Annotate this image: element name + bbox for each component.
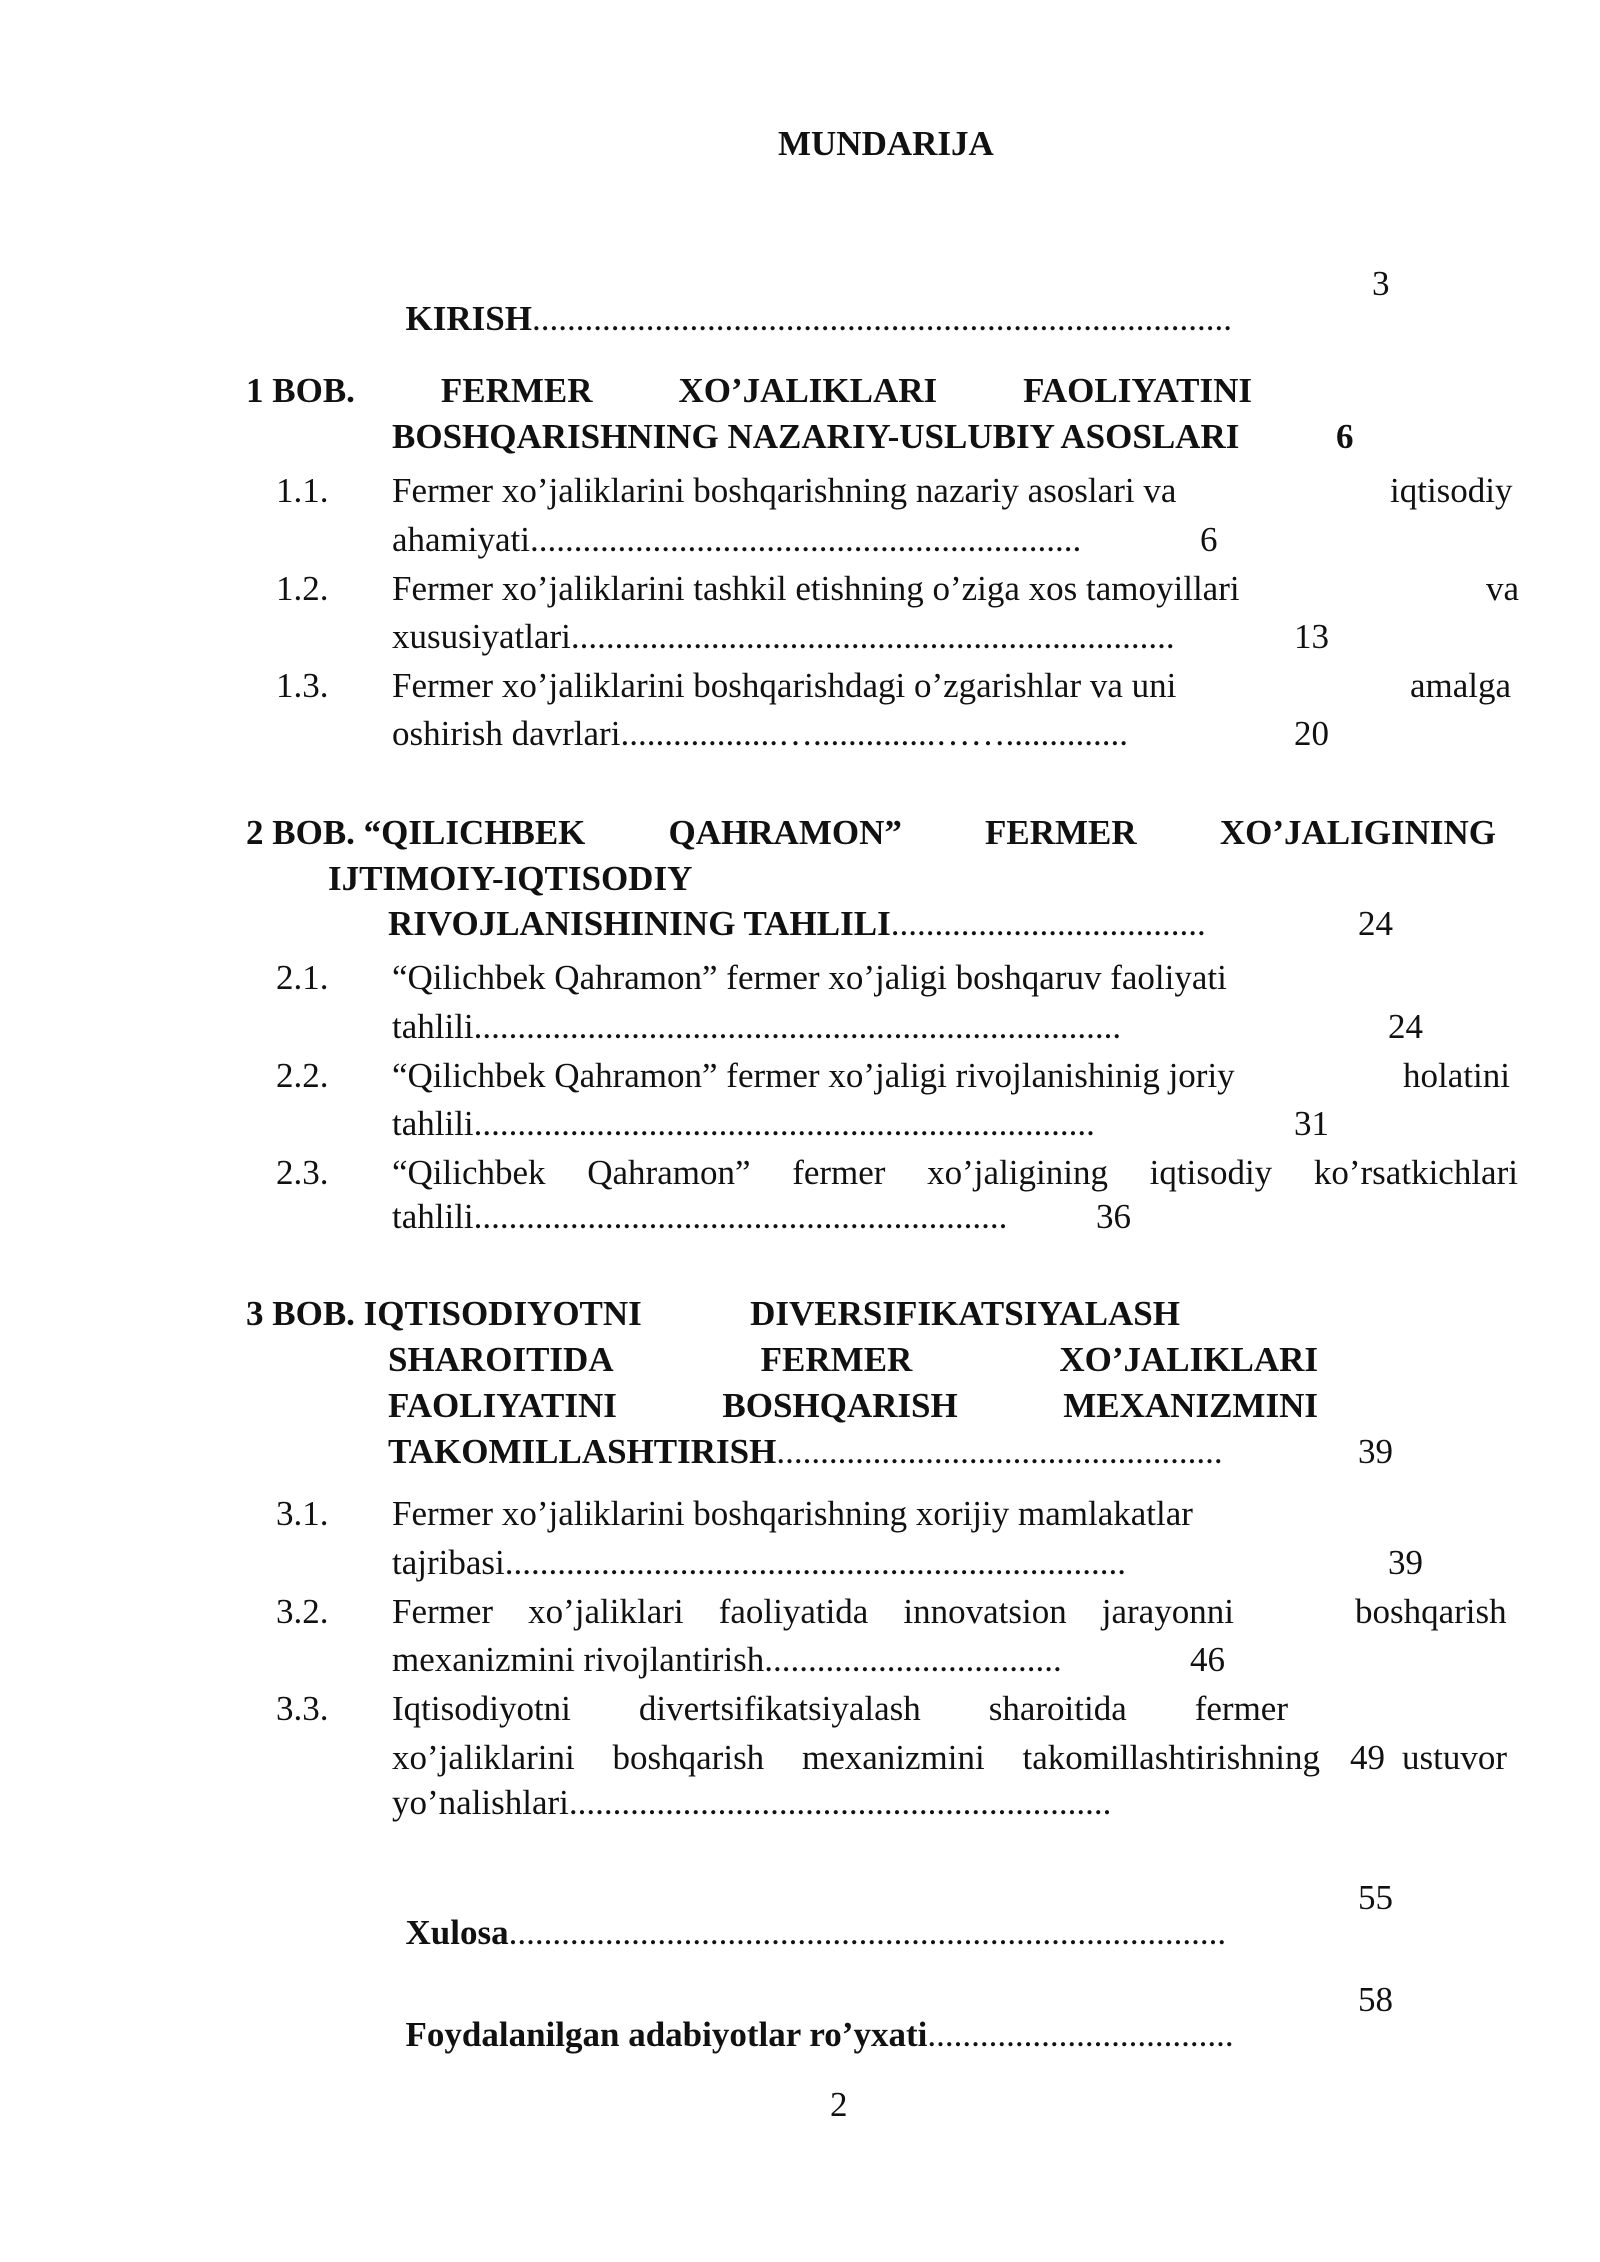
heading-word: SHAROITIDA	[388, 1340, 614, 1379]
chapter-1-heading[interactable]	[246, 373, 1252, 408]
section-number: 2.1.	[276, 958, 329, 997]
heading-word: XO’JALIKLARI	[678, 371, 938, 410]
section-number: 1.3.	[276, 666, 329, 705]
heading-word: XO’JALIKLARI	[1059, 1340, 1318, 1379]
toc-entry-word: sharoitida	[988, 1689, 1127, 1728]
toc-entry-text: tahlili	[392, 1007, 474, 1046]
toc-leader-dots: .......................................................................	[473, 1104, 1095, 1143]
toc-page-number: 31	[1294, 1104, 1329, 1143]
toc-entry-word: jarayonni	[1101, 1592, 1234, 1631]
toc-entry-2-2[interactable]: “Qilichbek Qahramon” fermer xo’jaligi rivojlanishinig joriy	[392, 1056, 1235, 1095]
toc-leader-dots: .......................................................................	[504, 1543, 1126, 1582]
toc-page-number: 6	[1336, 417, 1354, 456]
chapter-3-heading-cont	[388, 1388, 1318, 1423]
chapter-3-heading-cont	[388, 1434, 1223, 1469]
toc-leader-dots: ...................................................	[776, 1432, 1223, 1471]
toc-entry-text: tajribasi	[392, 1543, 505, 1582]
toc-entry-text	[392, 1642, 1062, 1677]
toc-entry-xulosa[interactable]	[388, 1880, 1226, 1950]
toc-entry-word: xo’jaliklari	[528, 1592, 684, 1631]
toc-entry-word: Qahramon”	[587, 1153, 751, 1192]
toc-entry-text: xususiyatlari	[392, 617, 571, 656]
section-number: 2.3.	[276, 1153, 329, 1192]
heading-word: 2 BOB. “QILICHBEK	[246, 813, 586, 852]
heading-text: RIVOJLANISHINING TAHLILI	[388, 904, 891, 943]
toc-entry-text: yo’nalishlari	[392, 1783, 569, 1822]
toc-entry-3-3[interactable]	[392, 1691, 1288, 1726]
section-number: 1.2.	[276, 569, 329, 608]
heading-word: FAOLIYATINI	[1023, 371, 1252, 410]
toc-entry-text: tahlili	[392, 1104, 474, 1143]
heading-word: 3 BOB. IQTISODIYOTNI	[246, 1294, 642, 1333]
toc-leader-dots: ....................................	[890, 904, 1206, 943]
heading-word: DIVERSIFIKATSIYALASH	[750, 1294, 1180, 1333]
toc-entry-1-1[interactable]: Fermer xo’jaliklarini boshqarishning nazariy asoslari va	[392, 471, 1177, 510]
toc-entry-word: takomillashtirishning	[1022, 1738, 1320, 1777]
toc-entry-text: va	[1486, 569, 1520, 608]
toc-page-number: 24	[1388, 1007, 1423, 1046]
toc-leader-dots: .............................................................	[473, 1197, 1008, 1236]
toc-entry-word: iqtisodiy	[1149, 1153, 1273, 1192]
heading-word: FAOLIYATINI	[388, 1386, 617, 1425]
toc-leader-dots: ...............................................................	[530, 520, 1082, 559]
section-number: 1.1.	[276, 471, 329, 510]
heading-text: TAKOMILLASHTIRISH	[388, 1432, 777, 1471]
heading-word: FERMER	[760, 1340, 913, 1379]
toc-leader-dots: ..................................................................................	[508, 1913, 1227, 1952]
toc-page-number: 36	[1096, 1197, 1131, 1236]
chapter-2-heading-cont: IJTIMOIY-IQTISODIY	[328, 859, 693, 898]
toc-entry-text: holatini	[1403, 1056, 1510, 1095]
toc-entry-word: divertsifikatsiyalash	[638, 1689, 921, 1728]
chapter-1-heading-cont: BOSHQARISHNING NAZARIY-USLUBIY ASOSLARI	[392, 417, 1240, 456]
toc-entry-3-1[interactable]: Fermer xo’jaliklarini boshqarishning xorijiy mamlakatlar	[392, 1494, 1193, 1533]
toc-entry-text	[392, 619, 1175, 654]
toc-entry-1-3[interactable]: Fermer xo’jaliklarini boshqarishdagi o’zgarishlar va uni	[392, 666, 1177, 705]
toc-entry-word: Iqtisodiyotni	[392, 1689, 571, 1728]
toc-page-number: 55	[1358, 1878, 1393, 1917]
toc-entry-word: ko’rsatkichlari	[1313, 1153, 1518, 1192]
toc-page-number: 20	[1294, 714, 1329, 753]
chapter-2-heading-cont	[388, 906, 1206, 941]
chapter-3-heading[interactable]	[246, 1296, 1180, 1331]
toc-entry-text	[392, 1785, 1111, 1820]
toc-entry-text	[392, 1106, 1095, 1141]
toc-leader-dots: ................................................................................	[531, 299, 1232, 338]
heading-word: XO’JALIGINING	[1219, 813, 1496, 852]
toc-page-number: 24	[1358, 904, 1393, 943]
toc-entry-text: iqtisodiy	[1390, 471, 1513, 510]
toc-page-number: 3	[1372, 264, 1390, 303]
page-number: 2	[830, 2085, 848, 2124]
toc-entry-kirish[interactable]	[388, 266, 1232, 336]
toc-entry-text	[392, 522, 1081, 557]
toc-leader-dots: ..................................	[764, 1640, 1062, 1679]
toc-entry-references[interactable]	[388, 1982, 1234, 2052]
heading-word: FERMER	[985, 813, 1137, 852]
toc-entry-text	[392, 1740, 1320, 1775]
toc-leader-dots: ..............................................................	[568, 1783, 1112, 1822]
toc-entry-text	[392, 1545, 1126, 1580]
toc-entry-word: fermer	[1194, 1689, 1288, 1728]
toc-entry-word: boshqarish	[612, 1738, 765, 1777]
toc-page-number: 49	[1350, 1738, 1385, 1777]
toc-entry-word: “Qilichbek	[392, 1153, 546, 1192]
toc-entry-3-2[interactable]	[392, 1594, 1234, 1629]
toc-page-number: 39	[1358, 1432, 1393, 1471]
toc-entry-text: oshirish davrlari	[392, 714, 621, 753]
toc-leader-dots: .....................................................................	[570, 617, 1175, 656]
toc-page-number: 13	[1294, 617, 1329, 656]
toc-entry-label: Xulosa	[405, 1913, 509, 1952]
chapter-2-heading[interactable]	[246, 815, 1496, 850]
toc-entry-word: Fermer	[392, 1592, 494, 1631]
toc-entry-word: innovatsion	[903, 1592, 1067, 1631]
toc-entry-label: KIRISH	[405, 299, 532, 338]
page-title: MUNDARIJA	[778, 124, 994, 163]
toc-entry-word: xo’jaligining	[927, 1153, 1108, 1192]
toc-entry-text: mexanizmini rivojlantirish	[392, 1640, 765, 1679]
toc-page-number: 6	[1200, 520, 1218, 559]
toc-entry-label: Foydalanilgan adabiyotlar ro’yxati	[405, 2015, 928, 2054]
toc-entry-text	[392, 1009, 1121, 1044]
toc-entry-word: xo’jaliklarini	[392, 1738, 575, 1777]
section-number: 3.2.	[276, 1592, 329, 1631]
toc-leader-dots: ...................................	[927, 2015, 1234, 2054]
toc-page-number: 46	[1190, 1640, 1225, 1679]
section-number: 3.3.	[276, 1689, 329, 1728]
toc-entry-text	[392, 716, 1128, 751]
toc-entry-text: ahamiyati	[392, 520, 531, 559]
toc-entry-text: ustuvor	[1402, 1738, 1507, 1777]
toc-leader-dots: ..........................................................................	[473, 1007, 1122, 1046]
heading-word: FERMER	[440, 371, 593, 410]
toc-page-number: 58	[1358, 1980, 1393, 2019]
heading-word: 1 BOB.	[246, 371, 355, 410]
chapter-3-heading-cont	[388, 1342, 1318, 1377]
toc-page-number: 39	[1388, 1543, 1423, 1582]
toc-entry-text: amalga	[1410, 666, 1512, 705]
toc-entry-2-3[interactable]	[392, 1155, 1518, 1190]
toc-entry-text: tahlili	[392, 1197, 474, 1236]
toc-entry-word: faoliyatida	[718, 1592, 869, 1631]
toc-entry-2-1[interactable]: “Qilichbek Qahramon” fermer xo’jaligi boshqaruv faoliyati	[392, 958, 1227, 997]
toc-entry-1-2[interactable]: Fermer xo’jaliklarini tashkil etishning o’ziga xos tamoyillari	[392, 569, 1240, 608]
heading-word: MEXANIZMINI	[1063, 1386, 1318, 1425]
section-number: 3.1.	[276, 1494, 329, 1533]
toc-leader-dots: ..................…..............……..............	[620, 714, 1128, 753]
toc-entry-word: fermer	[792, 1153, 886, 1192]
toc-entry-text: boshqarish	[1355, 1592, 1507, 1631]
toc-entry-text	[392, 1199, 1007, 1234]
section-number: 2.2.	[276, 1056, 329, 1095]
heading-word: QAHRAMON”	[668, 813, 902, 852]
heading-word: BOSHQARISH	[722, 1386, 958, 1425]
toc-entry-word: mexanizmini	[801, 1738, 985, 1777]
